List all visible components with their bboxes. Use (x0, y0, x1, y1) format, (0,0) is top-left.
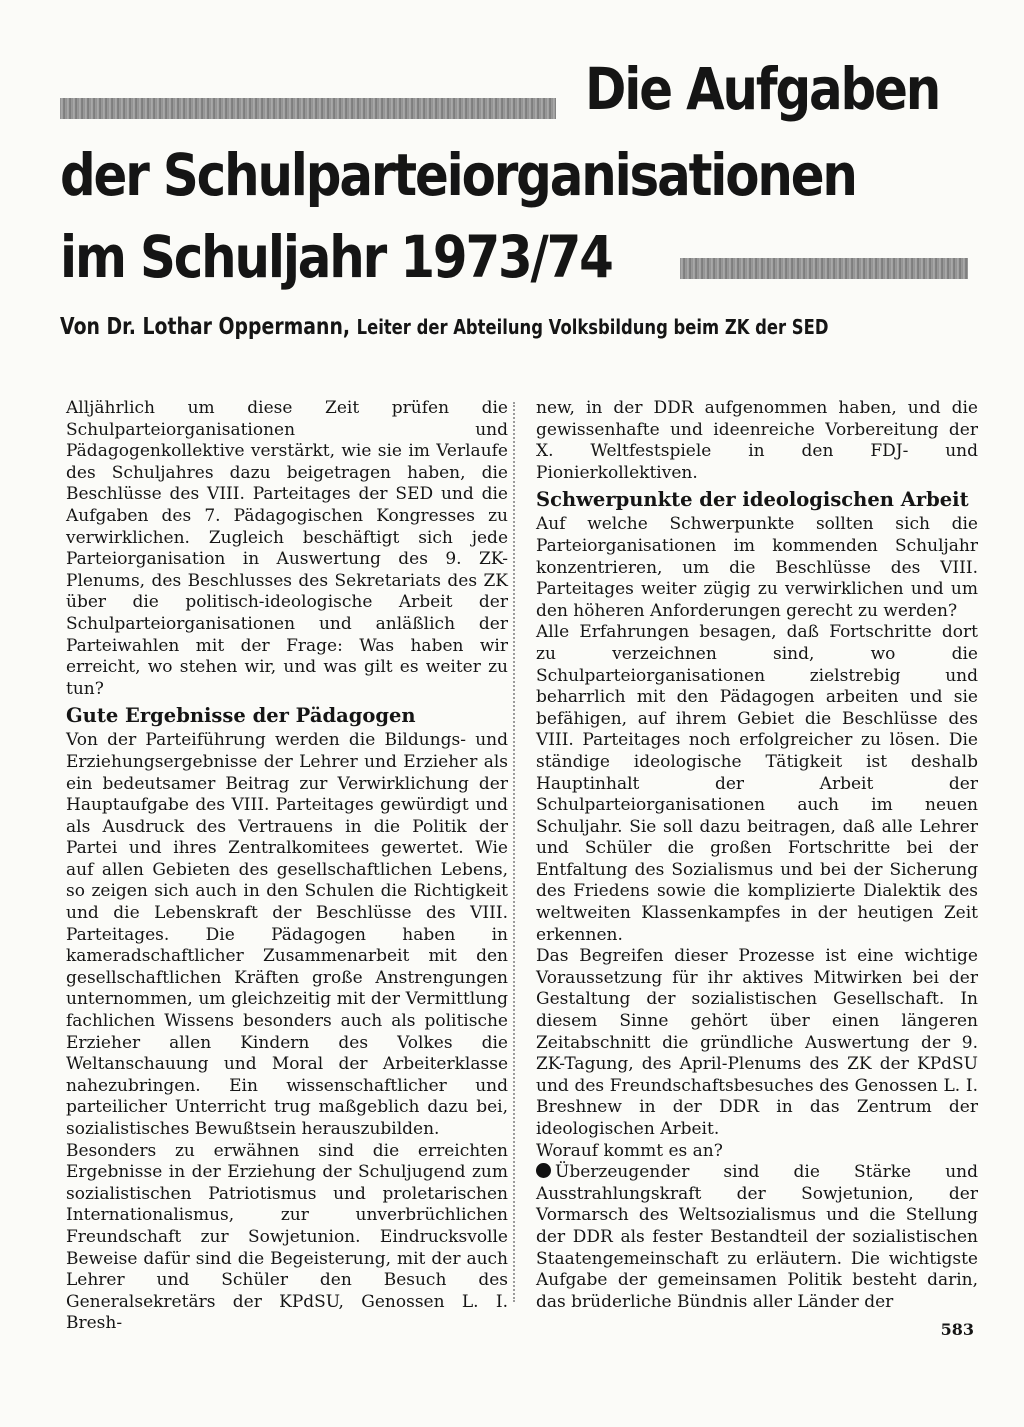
title-line-3: im Schuljahr 1973/74 (60, 223, 612, 291)
bullet-icon (536, 1163, 551, 1178)
section-heading-results: Gute Ergebnisse der Pädagogen (66, 704, 416, 728)
results-paragraph-1: Von der Parteiführung werden die Bildungs- und Erziehungsergebnisse der Lehrer und Erzieher als ein bedeutsamer Beitrag zur Verwirklichung der Hauptaufgabe des VIII. Parteitages gewürdigt und als Ausdruck des Vertrauens in die Politik der Partei und ihres Zentralkomitees gewertet. Wie auf allen Gebieten des gesellschaftlichen Lebens, so zeigen sich auch in den Schulen die Richtigkeit und die Lebenskraft der Beschlüsse des VIII. Parteitages. Die Pädagogen haben in kameradschaftlicher Zusammenarbeit mit den gesellschaftlichen Kräften große Anstrengungen unternommen, um gleichzeitig mit der Vermittlung fachlichen Wissens besonders auch als politische Erzieher allen Kindern des Volkes die Weltanschauung und Moral der Arbeiterklasse nahezubringen. Ein wissenschaftlicher und parteilicher Unterricht trug maßgeblich dazu bei, sozialistisches Bewußtsein herauszubilden. (66, 730, 508, 1139)
byline-role: Leiter der Abteilung Volksbildung beim ZK der SED (356, 315, 829, 339)
priorities-paragraph-1: Auf welche Schwerpunkte sollten sich die Parteiorganisationen im kommenden Schuljahr konzentrieren, um die Beschlüsse des VIII. Parteitages weiter zügig zu verwirklichen und um den höheren Anforderungen gerecht zu werden? (536, 514, 978, 621)
bullet-paragraph (536, 1162, 978, 1313)
priorities-paragraph-2: Alle Erfahrungen besagen, daß Fortschritte dort zu verzeichnen sind, wo die Schulparteiorganisationen zielstrebig und beharrlich mit den Pädagogen arbeiten und sie befähigen, auf ihrem Gebiet die Beschlüsse des VIII. Parteitages noch erfolgreicher zu lösen. Die ständige ideologische Tätigkeit ist deshalb Hauptinhalt der Arbeit der Schulparteiorganisationen auch im neuen Schuljahr. Sie soll dazu beitragen, daß alle Lehrer und Schüler die großen Fortschritte bei der Entfaltung des Sozialismus und bei der Sicherung des Friedens sowie die komplizierte Dialektik des weltweiten Klassenkampfes in der heutigen Zeit erkennen. (536, 622, 978, 945)
continued-paragraph: new, in der DDR aufgenommen haben, und die gewissenhafte und ideenreiche Vorbereitung der X. Weltfestspiele in den FDJ- und Pionierkollektiven. (536, 398, 978, 483)
byline (60, 312, 828, 342)
decorative-bar-bottom (680, 258, 968, 279)
decorative-bar-top (60, 98, 556, 119)
text-column-left (66, 398, 508, 1335)
priorities-paragraph-3: Das Begreifen dieser Prozesse ist eine wichtige Voraussetzung für ihr aktives Mitwirken bei der Gestaltung der sozialistischen Gesellschaft. In diesem Sinne gehört über einen längeren Zeitabschnitt die gründliche Auswertung der 9. ZK-Tagung, des April-Plenums des ZK der KPdSU und des Freundschaftsbesuches des Genossen L. I. Breshnew in der DDR in das Zentrum der ideologischen Arbeit. (536, 946, 978, 1139)
page-number: 583 (940, 1320, 974, 1339)
bullet-text: Überzeugender sind die Stärke und Ausstrahlungskraft der Sowjetunion, der Vormarsch des Weltsozialismus und die Stellung der DDR als fester Bestandteil der sozialistischen Staatengemeinschaft zu erläutern. Die wichtigste Aufgabe der gemeinsamen Politik besteht darin, das brüderliche Bündnis aller Länder der (536, 1162, 978, 1312)
title-line-2: der Schulparteiorganisationen (60, 141, 856, 209)
results-paragraph-2: Besonders zu erwähnen sind die erreichten Ergebnisse in der Erziehung der Schuljugend zum sozialistischen Patriotismus und proletarischen Internationalismus, zur unverbrüchlichen Freundschaft zur Sowjetunion. Eindrucksvolle Beweise dafür sind die Begeisterung, mit der auch Lehrer und Schüler den Besuch des Generalsekretärs der KPdSU, Genossen L. I. Bresh- (66, 1140, 508, 1334)
intro-paragraph: Alljährlich um diese Zeit prüfen die Schulparteiorganisationen und Pädagogenkollektive verstärkt, wie sie im Verlaufe des Schuljahres dazu beigetragen haben, die Beschlüsse des VIII. Parteitages der SED und die Aufgaben des 7. Pädagogischen Kongresses zu verwirklichen. Zugleich beschäftigt sich jede Parteiorganisation in Auswertung des 9. ZK-Plenums, des Beschlusses des Sekretariats des ZK über die politisch-ideologische Arbeit der Schulparteiorganisationen und anläßlich der Parteiwahlen mit der Frage: Was haben wir erreicht, wo stehen wir, und was gilt es weiter zu tun? (66, 398, 508, 699)
title-line-1: Die Aufgaben (585, 55, 940, 123)
section-heading-priorities: Schwerpunkte der ideologischen Arbeit (536, 488, 969, 512)
question-line: Worauf kommt es an? (536, 1140, 723, 1161)
byline-author: Von Dr. Lothar Oppermann, (60, 314, 351, 340)
text-column-right (536, 398, 978, 1313)
column-divider (513, 402, 517, 1302)
